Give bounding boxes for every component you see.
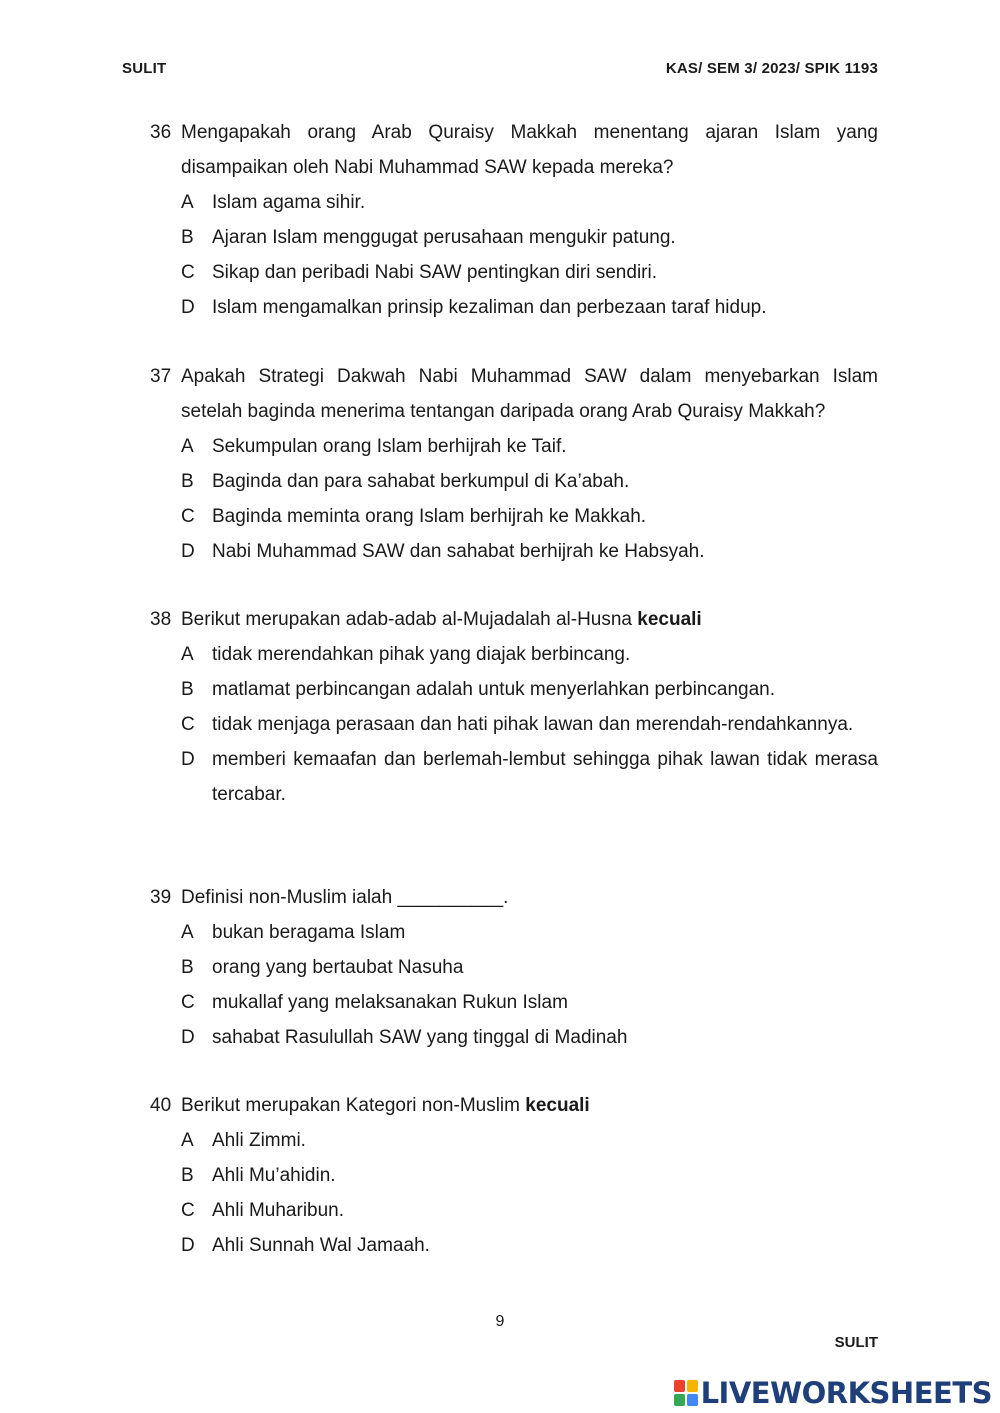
header-course-code: KAS/ SEM 3/ 2023/ SPIK 1193 bbox=[665, 60, 878, 77]
option-c[interactable] bbox=[181, 707, 878, 742]
logo-square-red bbox=[674, 1380, 685, 1392]
option-text: tidak merendahkan pihak yang diajak berbincang. bbox=[212, 644, 631, 665]
logo-square-green bbox=[674, 1394, 685, 1406]
option-letter: A bbox=[181, 1130, 194, 1151]
option-letter: B bbox=[181, 227, 194, 248]
option-letter: C bbox=[181, 506, 195, 527]
option-text: matlamat perbincangan adalah untuk menyerlahkan perbincangan. bbox=[212, 679, 775, 700]
option-a[interactable] bbox=[181, 1123, 878, 1158]
option-c[interactable] bbox=[181, 499, 878, 534]
question-emphasis: kecuali bbox=[525, 1095, 590, 1116]
option-text: tidak menjaga perasaan dan hati pihak lawan dan merendah-rendahkannya. bbox=[212, 714, 854, 735]
option-text: Baginda meminta orang Islam berhijrah ke Makkah. bbox=[212, 506, 647, 527]
option-letter: A bbox=[181, 436, 194, 457]
option-a[interactable] bbox=[181, 915, 878, 950]
liveworksheets-brand[interactable] bbox=[674, 1376, 992, 1410]
option-text: Baginda dan para sahabat berkumpul di Ka’abah. bbox=[212, 471, 630, 492]
question-number: 36 bbox=[150, 122, 172, 143]
logo-square-yellow bbox=[687, 1380, 698, 1392]
option-letter: A bbox=[181, 644, 194, 665]
options-list bbox=[150, 429, 878, 569]
option-letter: B bbox=[181, 679, 194, 700]
option-letter: D bbox=[181, 749, 195, 770]
options-list bbox=[150, 915, 878, 1055]
option-c[interactable] bbox=[181, 255, 878, 290]
option-letter: D bbox=[181, 297, 195, 318]
option-a[interactable] bbox=[181, 185, 878, 220]
option-c[interactable] bbox=[181, 985, 878, 1020]
option-letter: C bbox=[181, 992, 195, 1013]
option-d[interactable] bbox=[181, 1020, 878, 1055]
option-letter: D bbox=[181, 541, 195, 562]
option-b[interactable] bbox=[181, 950, 878, 985]
question-text: Apakah Strategi Dakwah Nabi Muhammad SAW dalam menyebarkan Islam setelah baginda menerima tentangan daripada orang Arab Quraisy Makkah? bbox=[181, 366, 878, 422]
option-text: orang yang bertaubat Nasuha bbox=[212, 957, 464, 978]
option-text: Islam agama sihir. bbox=[212, 192, 366, 213]
option-text: Sikap dan peribadi Nabi SAW pentingkan diri sendiri. bbox=[212, 262, 657, 283]
question-text: Definisi non-Muslim ialah __________. bbox=[181, 887, 509, 908]
question-text bbox=[181, 1088, 878, 1123]
option-letter: D bbox=[181, 1235, 195, 1256]
option-text: sahabat Rasulullah SAW yang tinggal di Madinah bbox=[212, 1027, 628, 1048]
option-letter: C bbox=[181, 1200, 195, 1221]
option-d[interactable] bbox=[181, 742, 878, 812]
brand-name: LIVEWORKSHEETS bbox=[700, 1376, 992, 1410]
option-b[interactable] bbox=[181, 1158, 878, 1193]
option-text: Sekumpulan orang Islam berhijrah ke Taif. bbox=[212, 436, 567, 457]
option-a[interactable] bbox=[181, 637, 878, 672]
option-a[interactable] bbox=[181, 429, 878, 464]
option-c[interactable] bbox=[181, 1193, 878, 1228]
option-b[interactable] bbox=[181, 464, 878, 499]
page-number: 9 bbox=[495, 1313, 505, 1330]
options-list bbox=[150, 185, 878, 325]
option-b[interactable] bbox=[181, 220, 878, 255]
question-number: 38 bbox=[150, 609, 172, 630]
question-38 bbox=[150, 602, 878, 812]
question-40 bbox=[150, 1088, 878, 1263]
option-letter: C bbox=[181, 262, 195, 283]
option-text: Ahli Sunnah Wal Jamaah. bbox=[212, 1235, 430, 1256]
option-text: Ahli Zimmi. bbox=[212, 1130, 306, 1151]
option-letter: D bbox=[181, 1027, 195, 1048]
option-text: bukan beragama Islam bbox=[212, 922, 406, 943]
option-text: Islam mengamalkan prinsip kezaliman dan perbezaan taraf hidup. bbox=[212, 297, 767, 318]
question-emphasis: kecuali bbox=[637, 609, 702, 630]
options-list bbox=[150, 637, 878, 812]
option-b[interactable] bbox=[181, 672, 878, 707]
option-d[interactable] bbox=[181, 1228, 878, 1263]
logo-square-blue bbox=[687, 1394, 698, 1406]
question-37 bbox=[150, 359, 878, 569]
option-text: Ahli Mu’ahidin. bbox=[212, 1165, 336, 1186]
option-letter: B bbox=[181, 471, 194, 492]
option-text: mukallaf yang melaksanakan Rukun Islam bbox=[212, 992, 568, 1013]
option-text: Ajaran Islam menggugat perusahaan mengukir patung. bbox=[212, 227, 676, 248]
question-number: 37 bbox=[150, 366, 172, 387]
question-stem: Berikut merupakan adab-adab al-Mujadalah al-Husna bbox=[181, 609, 632, 630]
option-text: Ahli Muharibun. bbox=[212, 1200, 345, 1221]
option-letter: A bbox=[181, 192, 194, 213]
liveworksheets-logo-icon bbox=[674, 1380, 698, 1406]
question-36 bbox=[150, 115, 878, 325]
question-text bbox=[181, 602, 878, 637]
option-d[interactable] bbox=[181, 290, 878, 325]
options-list bbox=[150, 1123, 878, 1263]
question-number: 39 bbox=[150, 887, 172, 908]
header-classification: SULIT bbox=[122, 60, 167, 77]
option-letter: C bbox=[181, 714, 195, 735]
question-number: 40 bbox=[150, 1095, 172, 1116]
option-letter: B bbox=[181, 1165, 194, 1186]
option-letter: B bbox=[181, 957, 194, 978]
option-text: memberi kemaafan dan berlemah-lembut sehingga pihak lawan tidak merasa tercabar. bbox=[212, 749, 878, 805]
question-text: Mengapakah orang Arab Quraisy Makkah menentang ajaran Islam yang disampaikan oleh Nabi Muhammad SAW kepada mereka? bbox=[181, 122, 878, 178]
footer-classification: SULIT bbox=[834, 1334, 878, 1351]
question-39 bbox=[150, 880, 878, 1055]
option-letter: A bbox=[181, 922, 194, 943]
option-text: Nabi Muhammad SAW dan sahabat berhijrah ke Habsyah. bbox=[212, 541, 705, 562]
question-stem: Berikut merupakan Kategori non-Muslim bbox=[181, 1095, 520, 1116]
option-d[interactable] bbox=[181, 534, 878, 569]
